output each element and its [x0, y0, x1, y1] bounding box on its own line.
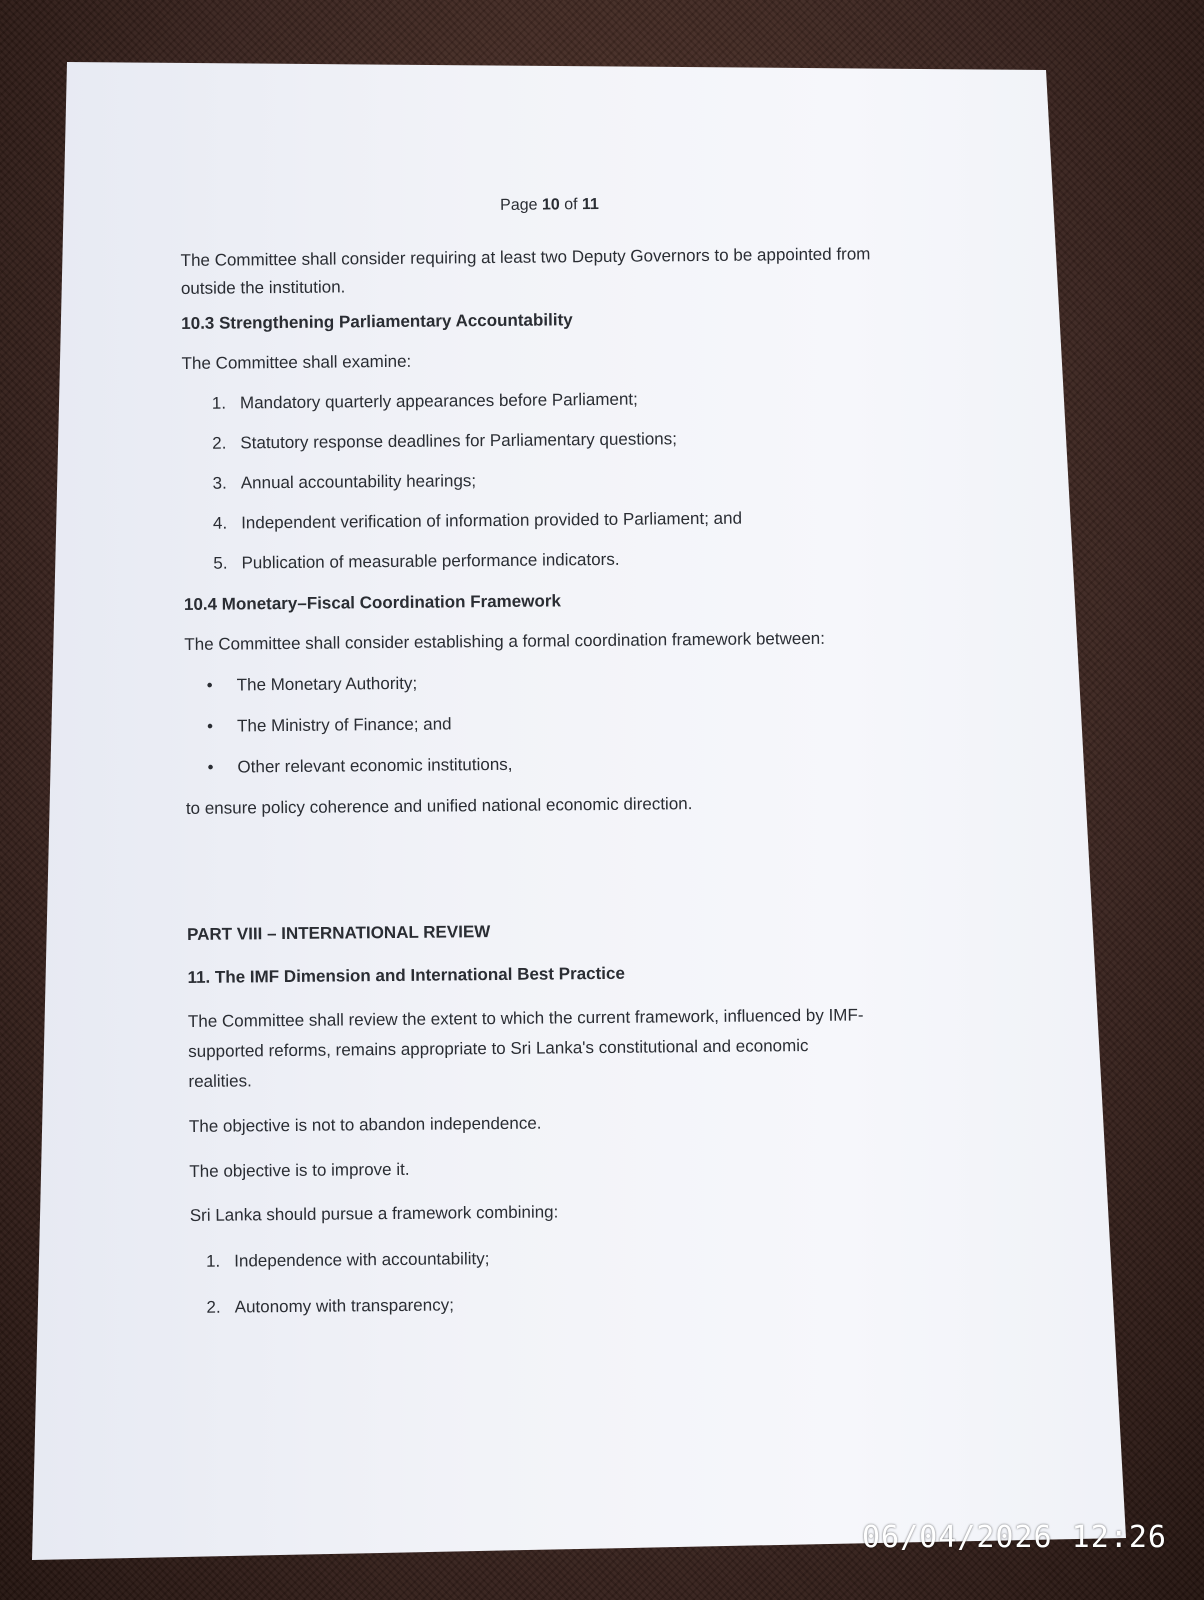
page-number-of: of: [564, 196, 578, 214]
list-item: [190, 1250, 489, 1270]
part-viii-paragraph-line: supported reforms, remains appropriate to Sri Lanka's constitutional and economic: [188, 1036, 809, 1061]
list-item-text: Independence with accountability;: [234, 1249, 490, 1271]
objective-line-1: The objective is not to abandon independence.: [188, 1113, 542, 1136]
list-item: [196, 391, 638, 412]
part-viii-paragraph-line: realities.: [188, 1071, 252, 1091]
list-item: [197, 551, 619, 572]
section-10-4-lead: The Committee shall consider establishing a formal coordination framework between:: [184, 628, 826, 654]
list-item-number: 2.: [206, 1297, 221, 1317]
section-10-3-lead: The Committee shall examine:: [181, 351, 412, 373]
bullet-dot-icon: •: [207, 757, 214, 777]
list-item-text: Autonomy with transparency;: [234, 1295, 454, 1317]
page-number: [500, 197, 599, 214]
page-number-current: 10: [541, 196, 560, 214]
list-item-text: Independent verification of information provided to Parliament; and: [241, 508, 743, 533]
list-item-number: 2.: [212, 433, 227, 453]
bullet-dot-icon: •: [207, 716, 214, 736]
bullet-dot-icon: •: [206, 675, 213, 695]
list-item-number: 1.: [205, 1251, 221, 1271]
section-11-heading: 11. The IMF Dimension and International Best Practice: [187, 963, 625, 987]
part-viii-heading: PART VIII – INTERNATIONAL REVIEW: [187, 922, 491, 944]
list-item-number: 5.: [213, 553, 228, 573]
list-item: [197, 472, 476, 492]
bullet-item: [195, 756, 512, 776]
photo-timestamp: 06/04/2026 12:26: [862, 1520, 1167, 1555]
list-item-text: Annual accountability hearings;: [240, 471, 477, 493]
list-item-text: Statutory response deadlines for Parliamentary questions;: [240, 429, 678, 453]
list-item: [191, 1296, 454, 1316]
bullet-item-text: The Ministry of Finance; and: [237, 714, 452, 736]
framework-lead: Sri Lanka should pursue a framework combining:: [189, 1202, 559, 1225]
section-10-3-heading: 10.3 Strengthening Parliamentary Accountability: [181, 310, 573, 333]
list-item-number: 4.: [212, 513, 228, 533]
list-item-number: 3.: [212, 473, 227, 493]
objective-line-2: The objective is to improve it.: [189, 1159, 410, 1181]
list-item: [196, 430, 677, 452]
list-item-number: 1.: [211, 393, 227, 413]
section-10-4-closing: to ensure policy coherence and unified national economic direction.: [185, 794, 693, 818]
section-10-4-heading: 10.4 Monetary–Fiscal Coordination Framework: [183, 591, 561, 614]
bullet-item: [195, 675, 418, 694]
list-item-text: Publication of measurable performance indicators.: [241, 549, 620, 573]
page-number-prefix: Page: [500, 196, 538, 214]
intro-paragraph: The Committee shall consider requiring at least two Deputy Governors to be appointed from outside the institution.: [180, 244, 871, 298]
list-item-text: Mandatory quarterly appearances before Parliament;: [239, 389, 638, 413]
bullet-item: [195, 715, 452, 734]
page-number-total: 11: [581, 195, 599, 214]
bullet-item-text: The Monetary Authority;: [236, 673, 418, 695]
part-viii-paragraph-line: The Committee shall review the extent to which the current framework, influenced by IMF-: [187, 1005, 864, 1031]
bullet-item-text: Other relevant economic institutions,: [237, 754, 513, 777]
